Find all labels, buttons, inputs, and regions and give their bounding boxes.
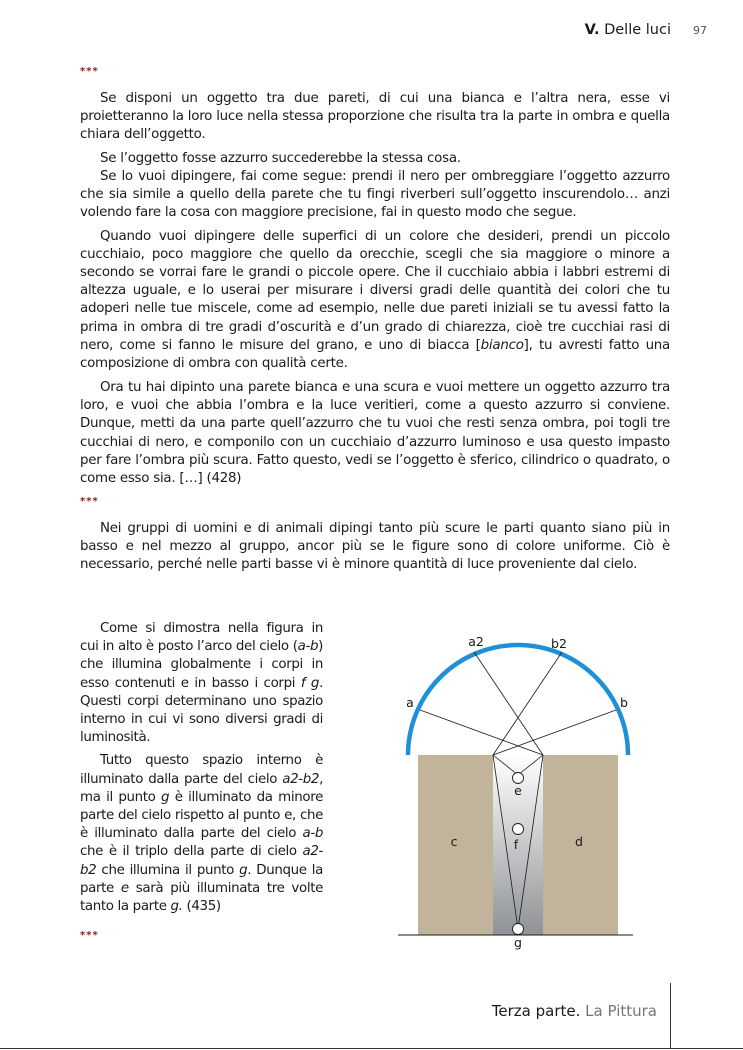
ray-a2-d xyxy=(474,652,543,755)
side-italic: a-b xyxy=(302,826,323,842)
label-f: f xyxy=(513,837,519,852)
separator-2 xyxy=(80,496,670,508)
text-section-1 xyxy=(80,90,670,168)
side-italic: e xyxy=(120,880,129,896)
side-paragraph-2 xyxy=(80,752,323,916)
ray-a-d xyxy=(420,710,543,755)
separator-stars: *** xyxy=(80,930,99,941)
side-text: Tutto questo spazio interno è illuminato dalla parte del cielo xyxy=(80,753,323,787)
footer-part: Terza parte. xyxy=(491,1002,581,1020)
label-d: d xyxy=(575,834,583,849)
paragraph-6: Nei gruppi di uomini e di animali dipingi tanto più scure le parti quanto siano più in basso e nel mezzo al gruppo, ancor più se le figure sono di colore uniforme. Ciò è necessario, perché nelle parti basse vi è minore quantità di luce proveniente dal cielo. xyxy=(80,521,670,573)
chapter-number: V. xyxy=(584,22,600,38)
side-text: che è il triplo della parte di cielo xyxy=(80,844,303,860)
chapter-heading xyxy=(585,22,671,38)
point-g xyxy=(513,924,524,935)
side-italic: g. xyxy=(170,899,183,915)
paragraph-4-text-b: ], tu avresti fatto una composizione di ombra con qualità certe. xyxy=(80,337,670,372)
side-italic: a-b xyxy=(297,639,319,655)
label-b2: b2 xyxy=(551,636,567,651)
sky-arc xyxy=(408,645,628,755)
side-text: ) che illumina globalmente i corpi in esso contenuti e in basso i corpi xyxy=(80,639,323,691)
figure-caption-column xyxy=(80,620,323,916)
page-number: 97 xyxy=(693,24,707,37)
paragraph-4 xyxy=(80,228,670,374)
point-e xyxy=(513,773,524,784)
paragraph-3: Se lo vuoi dipingere, fai come segue: prendi il nero per ombreggiare l’oggetto azzurro che sia simile a quello della parete che tu fingi riverberi sull’oggetto inscurendolo… anzi volendo fare la cosa con maggiore precisione, fai in questo modo che segue. xyxy=(80,169,670,221)
label-e: e xyxy=(514,783,522,798)
side-italic: a2-b2 xyxy=(80,844,323,878)
label-b: b xyxy=(620,695,628,710)
paragraph-5: Ora tu hai dipinto una parete bianca e una scura e vuoi mettere un oggetto azzurro tra loro, e vuoi che abbia l’ombra e la luce veritieri, come a questo azzurro si conviene. Dunque, metti da una parte quell’azzurro che tu vuoi che resti senza ombra, poi togli tre cucchiai di nero, e componilo con un cucchiaio d’azzurro luminoso e usa questo impasto per fare l’ombra più scura. Fatto questo, vedi se l’oggetto è sferico, cilindrico o quadrato, o come esso sia. […] (428) xyxy=(80,380,670,487)
side-italic: g xyxy=(161,789,170,805)
label-c: c xyxy=(450,834,458,849)
label-g: g xyxy=(514,935,522,950)
separator-1 xyxy=(80,66,670,78)
side-italic: f g xyxy=(300,675,320,691)
side-italic: a2-b2 xyxy=(282,771,320,787)
footer-section: La Pittura xyxy=(585,1002,657,1020)
side-text: , ma il punto xyxy=(80,771,323,805)
label-a2: a2 xyxy=(468,634,484,649)
side-text: Come si dimostra nella figura in cui in alto è posto l’arco del cielo ( xyxy=(80,621,323,655)
side-italic: g xyxy=(239,862,248,878)
point-f xyxy=(513,824,524,835)
separator-stars: *** xyxy=(80,496,99,507)
text-section-4 xyxy=(80,520,670,575)
text-section-3 xyxy=(80,379,670,488)
footer-vertical-rule xyxy=(670,983,671,1049)
separator-stars: *** xyxy=(80,66,99,77)
light-diagram-svg xyxy=(395,630,640,955)
ray-b-c xyxy=(493,710,616,755)
side-text: . Dunque la parte xyxy=(80,862,323,896)
side-text: (435) xyxy=(182,899,221,915)
label-a: a xyxy=(406,695,414,710)
paragraph-1: Se disponi un oggetto tra due pareti, di cui una bianca e l’altra nera, esse vi proietteranno la loro luce nella stessa proporzione che risulta tra la parte in ombra e quella chiara dell’oggetto. xyxy=(80,91,670,143)
side-text: che illumina il punto xyxy=(96,862,240,878)
paragraph-4-italic: bianco xyxy=(480,337,524,353)
separator-3 xyxy=(80,930,323,942)
page-header xyxy=(585,22,707,42)
chapter-title: Delle luci xyxy=(604,22,671,38)
paragraph-2: Se l’oggetto fosse azzurro succederebbe la stessa cosa. xyxy=(100,150,461,166)
ray-b2-c xyxy=(493,652,562,755)
page-footer xyxy=(492,1002,657,1020)
side-text: è illuminato da minore parte del cielo rispetto al punto e, che è illuminato dalla parte del cielo xyxy=(80,789,323,842)
text-section-2 xyxy=(80,168,670,373)
side-paragraph-1 xyxy=(80,620,323,747)
side-text: . Questi corpi determinano uno spazio interno in cui vi sono diversi gradi di luminosità. xyxy=(80,675,323,746)
light-diagram xyxy=(395,630,640,955)
side-text: sarà più illuminata tre volte tanto la parte xyxy=(80,880,323,915)
bottom-rule xyxy=(0,1048,743,1049)
paragraph-4-text-a: Quando vuoi dipingere delle superfici di un colore che desideri, prendi un piccolo cucchiaio, poco maggiore che quello da orecchie, scegli che sia maggiore o minore a secondo se vorrai fare le grandi o piccole opere. Che il cucchiaio abbia i labbri estremi di altezza uguale, e lo userai per misurare i diversi gradi delle quantità dei colori che tu adoperi nelle tue miscele, come ad esempio, nelle due pareti iniziali se tu avessi fatto la prima in ombra di tre gradi d’oscurità e d’un grado di chiarezza, cioè tre cucchiai rasi di nero, come si fanno le misure del grano, e uno di biacca [ xyxy=(80,228,670,353)
